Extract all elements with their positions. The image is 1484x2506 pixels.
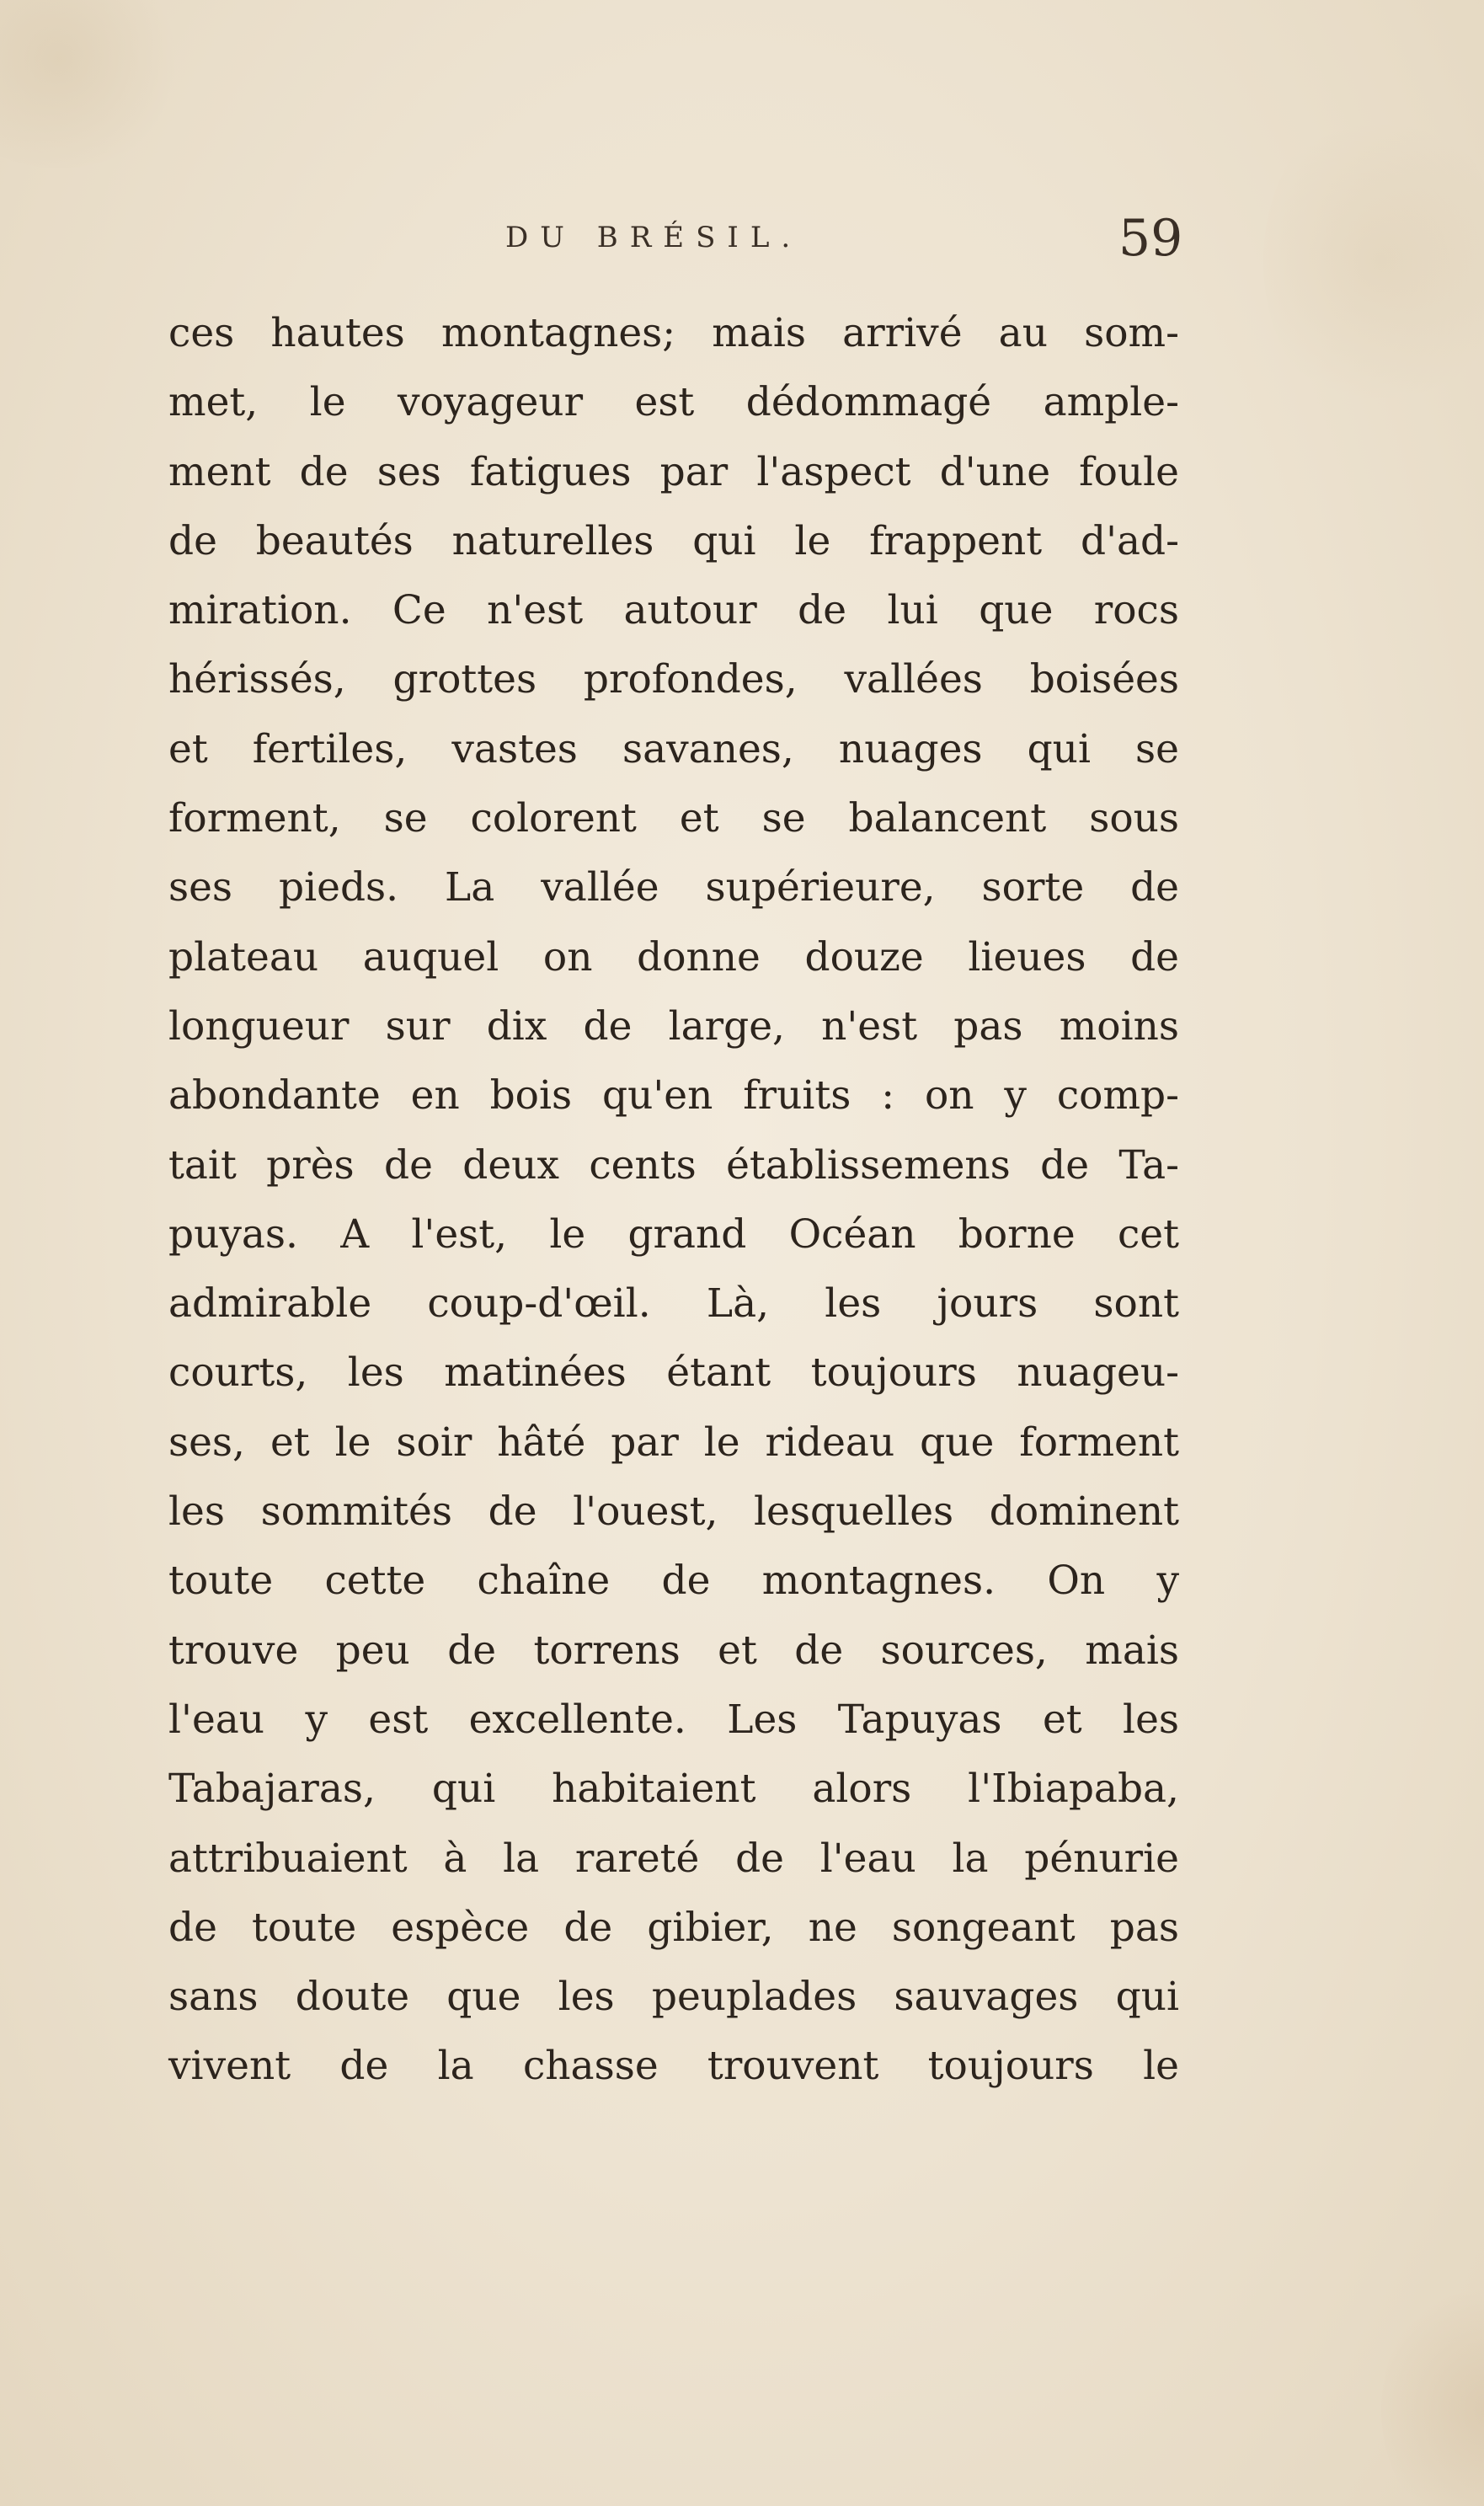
text-line: de beautés naturelles qui le frappent d'ad- [168,517,1179,564]
text-line: ses pieds. La vallée supérieure, sorte de [168,864,1179,911]
paper-stain [1263,101,1484,421]
text-line: sans doute que les peuplades sauvages qui [168,1974,1179,2021]
page-number: 59 [1118,209,1183,268]
text-line: ment de ses fatigues par l'aspect d'une foule [168,448,1179,495]
text-line: ces hautes montagnes; mais arrivé au som- [168,310,1179,356]
text-line: et fertiles, vastes savanes, nuages qui se [168,725,1179,772]
text-line: miration. Ce n'est autour de lui que rocs [168,587,1179,634]
text-line: met, le voyageur est dédommagé ample- [168,379,1179,426]
text-line: toute cette chaîne de montagnes. On y [168,1558,1179,1605]
running-title: DU BRÉSIL. [505,221,803,254]
body-text [168,299,1179,2102]
text-line: hérissés, grottes profondes, vallées boisées [168,656,1179,703]
paper-stain [1381,2274,1484,2506]
text-line: ses, et le soir hâté par le rideau que forment [168,1419,1179,1466]
text-line: de toute espèce de gibier, ne songeant pas [168,1904,1179,1951]
text-line: l'eau y est excellente. Les Tapuyas et les [168,1696,1179,1743]
text-line: trouve peu de torrens et de sources, mais [168,1627,1179,1674]
text-line: plateau auquel on donne douze lieues de [168,933,1179,980]
text-line: abondante en bois qu'en fruits : on y comp- [168,1072,1179,1119]
text-line: les sommités de l'ouest, lesquelles dominent [168,1488,1179,1536]
text-line: admirable coup-d'œil. Là, les jours sont [168,1280,1179,1328]
text-line: puyas. A l'est, le grand Océan borne cet [168,1210,1179,1258]
text-line: forment, se colorent et se balancent sous [168,795,1179,842]
paper-stain [0,0,185,168]
text-line: longueur sur dix de large, n'est pas moins [168,1002,1179,1050]
text-line: tait près de deux cents établissemens de Ta- [168,1141,1179,1189]
text-line: Tabajaras, qui habitaient alors l'Ibiapaba, [168,1766,1179,1813]
text-line: attribuaient à la rareté de l'eau la pénurie [168,1835,1179,1882]
text-line: courts, les matinées étant toujours nuageu- [168,1349,1179,1397]
text-line: vivent de la chasse trouvent toujours le [168,2043,1179,2090]
